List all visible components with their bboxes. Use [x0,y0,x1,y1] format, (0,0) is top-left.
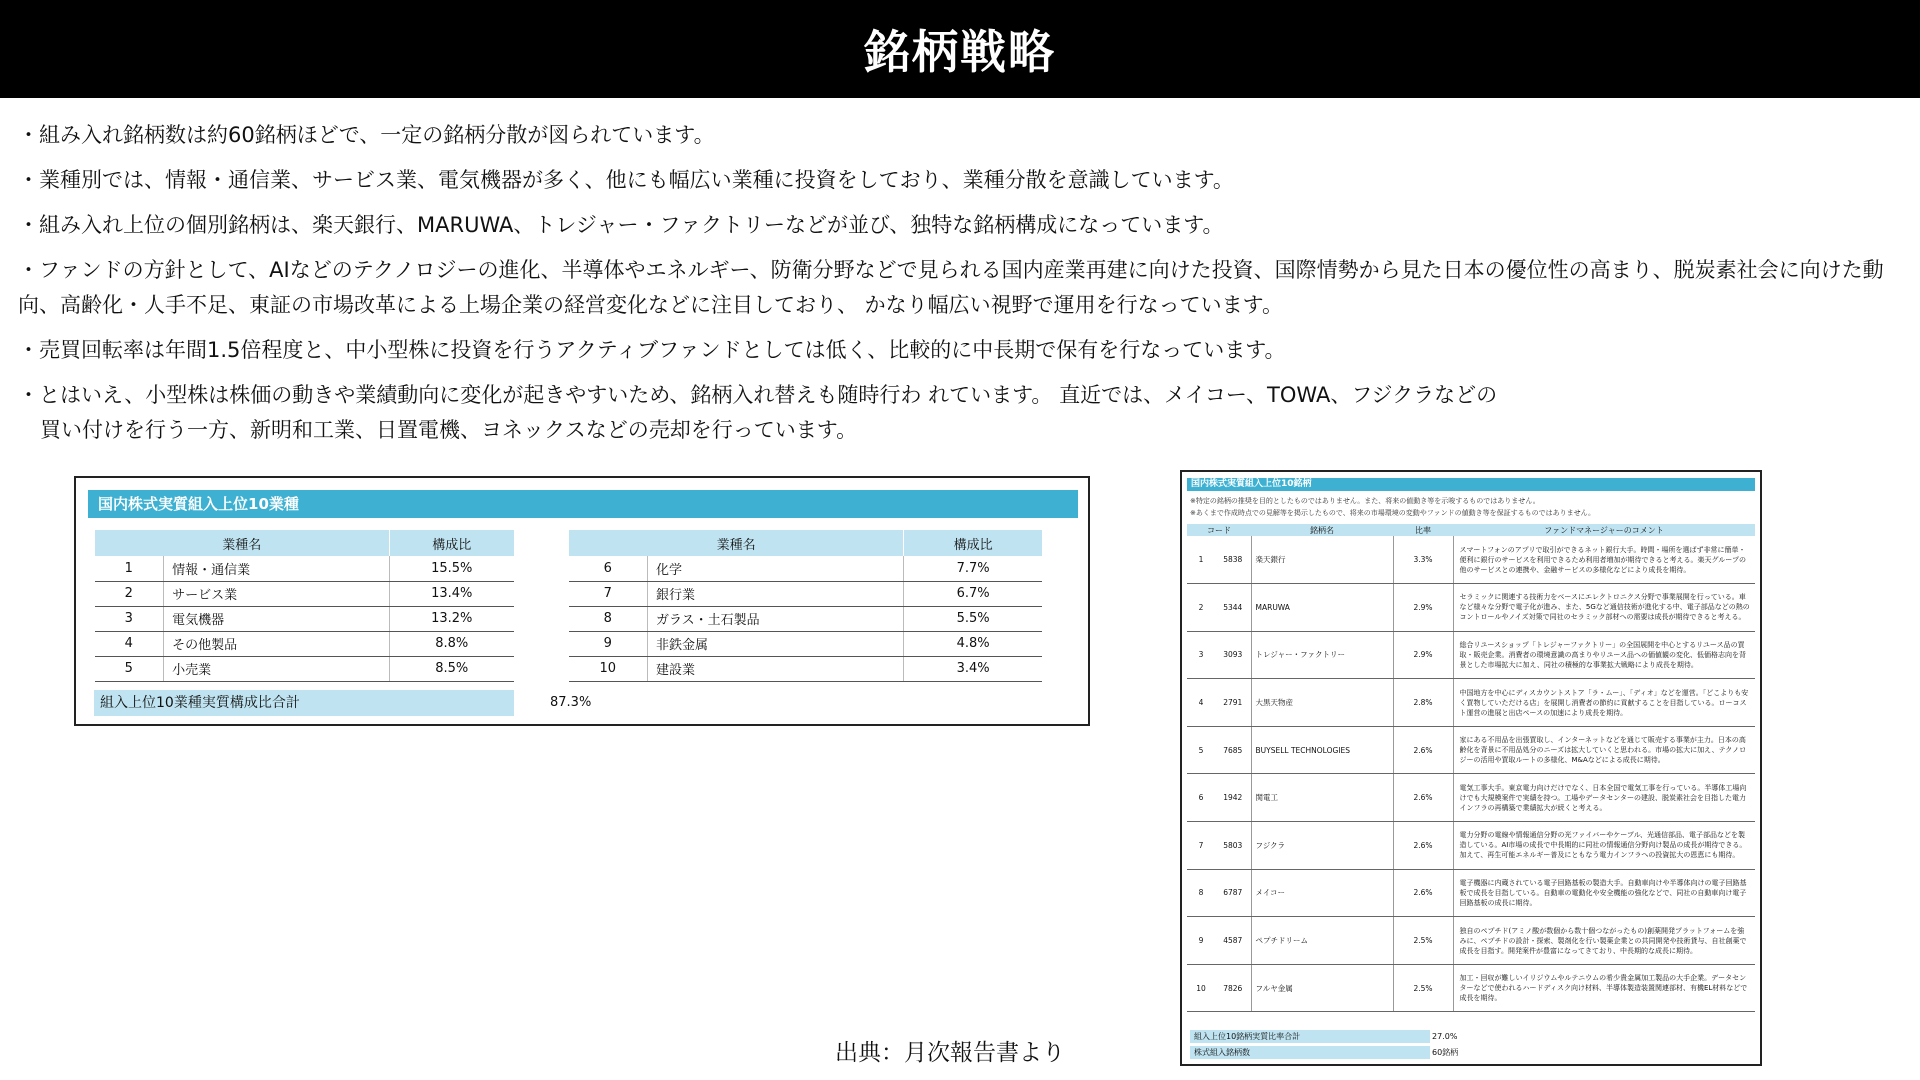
table-row [95,606,515,631]
table-row [1187,917,1755,965]
bullet-item: ・組み入れ上位の個別銘柄は、楽天銀行、MARUWA、トレジャー・ファクトリーなどが並び、独特な銘柄構成になっています。 [18,213,1224,237]
row-pct: 2.6% [1393,774,1453,822]
row-no: 4 [95,631,164,656]
col-header-comment: ファンドマネージャーのコメント [1453,524,1755,536]
bullet-item: ・組み入れ銘柄数は約60銘柄ほどで、一定の銘柄分散が図られています。 [18,123,715,147]
row-no: 5 [1187,726,1215,774]
row-no: 3 [95,606,164,631]
table-row [95,656,515,681]
industry-total-value: 87.3% [550,695,592,710]
row-code: 7826 [1215,964,1251,1012]
table-row [1187,631,1755,679]
col-header-pct: 構成比 [904,530,1042,556]
row-no: 1 [1187,536,1215,584]
row-pct: 2.6% [1393,726,1453,774]
row-name: BUYSELL TECHNOLOGIES [1251,726,1393,774]
row-no: 6 [569,556,648,581]
stock-table [1187,524,1755,1012]
row-no: 10 [1187,964,1215,1012]
bullet-list [18,118,1908,458]
bullet-item [18,378,1908,448]
row-code: 2791 [1215,679,1251,727]
row-code: 5838 [1215,536,1251,584]
col-header-name: 業種名 [569,530,904,556]
row-no: 2 [95,581,164,606]
row-no: 9 [569,631,648,656]
table-row [1187,822,1755,870]
row-pct: 2.5% [1393,964,1453,1012]
row-pct: 2.8% [1393,679,1453,727]
row-comment: 総合リユースショップ「トレジャーファクトリー」の全国展開を中心とするリユース品の買取・販売企業。消費者の環境意識の高まりやリユース品への価値観の変化、低価格志向を背景とした市場拡大に加え、同社の積極的な事業拡大戦略により成長を期待。 [1453,631,1755,679]
table-row [95,556,515,581]
row-no: 9 [1187,917,1215,965]
industry-table-header: 国内株式実質組入上位10業種 [88,490,1078,518]
row-comment: スマートフォンのアプリで取引ができるネット銀行大手。時間・場所を選ばず非常に簡単・便利に銀行のサービスを利用できるため利用者増加が期待できると考える。楽天グループの他のサービスとの連携や、金融サービスの多様化などにより成長を期待。 [1453,536,1755,584]
row-pct: 2.5% [1393,917,1453,965]
row-no: 7 [569,581,648,606]
row-code: 7685 [1215,726,1251,774]
row-comment: セラミックに関連する技術力をベースにエレクトロニクス分野で事業展開を行っている。車など様々な分野で電子化が進み、また、5Gなど通信技術が進化する中、電子部品などの熱のコントロールやノイズ対策で同社のセラミック部材への需要は成長が期待できると考える。 [1453,584,1755,632]
row-no: 8 [1187,869,1215,917]
row-name: トレジャー・ファクトリー [1251,631,1393,679]
table-row [569,606,1043,631]
row-code: 5803 [1215,822,1251,870]
row-code: 1942 [1215,774,1251,822]
table-row [1187,679,1755,727]
table-row [95,581,515,606]
row-name: 楽天銀行 [1251,536,1393,584]
row-name: MARUWA [1251,584,1393,632]
row-code: 5344 [1215,584,1251,632]
row-name: メイコー [1251,869,1393,917]
col-header-name: 銘柄名 [1251,524,1393,536]
page-title: 銘柄戦略 [0,0,1920,98]
table-row [569,581,1043,606]
row-comment: 家にある不用品を出張買取し、インターネットなどを通じて販売する事業が主力。日本の高齢化を背景に不用品処分のニーズは拡大していくと思われる。市場の拡大に加え、テクノロジーの活用や買取ルートの多様化、M&Aなどによる成長に期待。 [1453,726,1755,774]
row-pct: 2.6% [1393,869,1453,917]
table-row [1187,584,1755,632]
row-comment: 電力分野の電線や情報通信分野の光ファイバーやケーブル、光通信部品、電子部品などを製造している。AI市場の成長で中長期的に同社の情報通信分野向け製品の成長が期待できる。加えて、再生可能エネルギー普及にともなう電力インフラへの投資拡大の恩恵にも期待。 [1453,822,1755,870]
col-header-pct: 構成比 [389,530,514,556]
row-name: フジクラ [1251,822,1393,870]
row-no: 2 [1187,584,1215,632]
row-name: サービス業 [164,581,389,606]
row-comment: 電気工事大手。東京電力向けだけでなく、日本全国で電気工事を行っている。半導体工場向けでも大規模案件で実績を持つ。工場やデータセンターの建設、脱炭素社会を目指した電力インフラの再構築で業績拡大が続くと考える。 [1453,774,1755,822]
row-no: 4 [1187,679,1215,727]
stock-note: ※特定の銘柄の推奨を目的としたものではありません。また、将来の値動き等を示唆するものではありません。 [1190,497,1540,505]
row-pct: 2.9% [1393,584,1453,632]
row-comment: 中国地方を中心にディスカウントストア「ラ・ムー」、「ディオ」などを運営。「どこよりも安く買物していただける店」を展開し消費者の節約に貢献することを目指している。ローコスト運営の進展と出店ペースの加速により成長を期待。 [1453,679,1755,727]
bullet-item: ・ファンドの方針として、AIなどのテクノロジーの進化、半導体やエネルギー、防衛分野などで見られる国内産業再建に向けた投資、国際情勢から見た日本の優位性の高まり、脱炭素社会に向けた動向、高齢化・人手不足、東証の市場改革による上場企業の経営変化などに注目しており、 かなり幅広い視野で運用を行なっています。 [18,258,1884,317]
table-row [1187,869,1755,917]
row-name: フルヤ金属 [1251,964,1393,1012]
row-no: 5 [95,656,164,681]
row-no: 3 [1187,631,1215,679]
row-no: 7 [1187,822,1215,870]
stock-table-panel [1180,470,1762,1066]
bullet-line: 買い付けを行う一方、新明和工業、日置電機、ヨネックスなどの売却を行っています。 [40,418,858,442]
bullet-item: ・売買回転率は年間1.5倍程度と、中小型株に投資を行うアクティブファンドとしては低く、比較的に中長期で保有を行なっています。 [18,338,1286,362]
row-name: 大黒天物産 [1251,679,1393,727]
table-row [95,631,515,656]
table-row [1187,536,1755,584]
row-pct: 2.9% [1393,631,1453,679]
row-pct: 8.8% [389,631,514,656]
col-header-pct: 比率 [1393,524,1453,536]
table-row [569,656,1043,681]
table-row [1187,964,1755,1012]
row-pct: 3.3% [1393,536,1453,584]
industry-table-right [568,530,1042,682]
industry-total-label: 組入上位10業種実質構成比合計 [94,690,514,716]
stock-note: ※あくまで作成時点での見解等を掲示したもので、将来の市場環境の変動やファンドの値動き等を保証するものではありません。 [1190,509,1596,517]
industry-table-panel [74,476,1090,726]
row-name: 非鉄金属 [647,631,903,656]
row-pct: 6.7% [904,581,1042,606]
bullet-item: ・業種別では、情報・通信業、サービス業、電気機器が多く、他にも幅広い業種に投資をしており、業種分散を意識しています。 [18,168,1234,192]
row-no: 1 [95,556,164,581]
row-pct: 15.5% [389,556,514,581]
row-no: 6 [1187,774,1215,822]
table-row [569,556,1043,581]
row-name: ガラス・土石製品 [647,606,903,631]
industry-table-left [94,530,514,682]
row-name: 化学 [647,556,903,581]
col-header-name: 業種名 [95,530,390,556]
row-pct: 13.4% [389,581,514,606]
table-row [569,631,1043,656]
row-code: 6787 [1215,869,1251,917]
row-name: 電気機器 [164,606,389,631]
row-name: 建設業 [647,656,903,681]
row-name: 銀行業 [647,581,903,606]
row-pct: 2.6% [1393,822,1453,870]
row-code: 4587 [1215,917,1251,965]
row-name: ペプチドリーム [1251,917,1393,965]
row-pct: 13.2% [389,606,514,631]
row-name: 情報・通信業 [164,556,389,581]
stock-count-value: 60銘柄 [1432,1048,1459,1057]
row-pct: 3.4% [904,656,1042,681]
row-name: 関電工 [1251,774,1393,822]
row-comment: 加工・回収が難しいイリジウムやルテニウムの希少貴金属加工製品の大手企業。データセンターなどで使われるハードディスク向け材料、半導体製造装置関連部材、有機EL材料などで成長を期待。 [1453,964,1755,1012]
row-pct: 8.5% [389,656,514,681]
bullet-line: ・とはいえ、小型株は株価の動きや業績動向に変化が起きやすいため、銘柄入れ替えも随時行わ れています。 直近では、メイコー、TOWA、フジクラなどの [18,383,1498,407]
row-pct: 5.5% [904,606,1042,631]
source-caption: 出典：月次報告書より [835,1040,1065,1066]
stock-count-label: 株式組入銘柄数 [1190,1046,1430,1059]
stock-total-value: 27.0% [1432,1032,1458,1041]
stock-table-header: 国内株式実質組入上位10銘柄 [1187,478,1755,491]
row-comment: 独自のペプチド(アミノ酸が数個から数十個つながったもの)創薬開発プラットフォームを強みに、ペプチドの設計・探索、製剤化を行い製薬企業との共同開発や技術貸与、自社創薬で成長を目指す。開発案件が豊富になってきており、中長期的な成長に期待。 [1453,917,1755,965]
row-code: 3093 [1215,631,1251,679]
col-header-code: コード [1187,524,1251,536]
table-row [1187,726,1755,774]
row-pct: 7.7% [904,556,1042,581]
row-no: 10 [569,656,648,681]
stock-total-label: 組入上位10銘柄実質比率合計 [1190,1030,1430,1043]
row-name: 小売業 [164,656,389,681]
row-pct: 4.8% [904,631,1042,656]
row-no: 8 [569,606,648,631]
row-name: その他製品 [164,631,389,656]
row-comment: 電子機器に内蔵されている電子回路基板の製造大手。自動車向けや半導体向けの電子回路基板で成長を目指している。自動車の電動化や安全機能の強化などで、同社の自動車向け電子回路基板の成長に期待。 [1453,869,1755,917]
table-row [1187,774,1755,822]
